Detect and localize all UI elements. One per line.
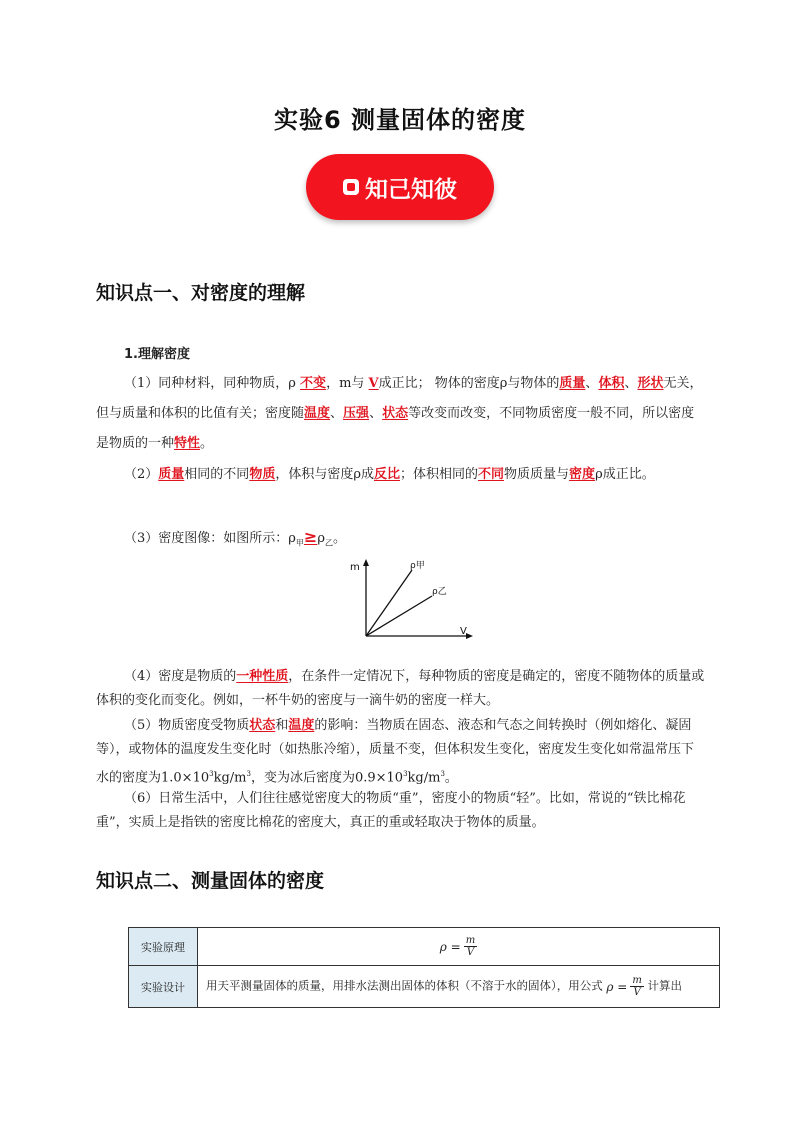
paragraph-1: （1）同种材料，同种物质，ρ 不变，m与 V成正比； 物体的密度ρ与物体的质量、体积、形状无关，但与质量和体积的比值有关；密度随温度、压强、状态等改变而改变，不同物质密度一般不同，所以密度是物质的一种特性。 bbox=[96, 376, 703, 451]
line2-label: ρ乙 bbox=[432, 587, 447, 597]
y-axis-arrow bbox=[363, 559, 369, 566]
principle-label: 实验原理 bbox=[129, 928, 198, 966]
design-label: 实验设计 bbox=[129, 966, 198, 1008]
density-formula: ρ = $\frac{m}{V}$ bbox=[439, 935, 476, 958]
keyword: 压强 bbox=[343, 406, 370, 421]
sub-heading-understand-density: 1.理解密度 bbox=[124, 347, 190, 362]
density-graph bbox=[336, 556, 476, 642]
table-row bbox=[129, 928, 720, 966]
section-heading-1: 知识点一、对密度的理解 bbox=[96, 282, 306, 304]
keyword: 体积 bbox=[598, 376, 625, 391]
keyword: 反比 bbox=[373, 467, 400, 482]
know-yourself-badge bbox=[306, 154, 494, 220]
paragraph-6: （6）日常生活中，人们往往感觉密度大的物质“重”，密度小的物质“轻”。比如，常说的“铁比棉花重”，实质上是指铁的密度比棉花的密度大，真正的重或轻取决于物体的质量。 bbox=[96, 791, 686, 830]
x-axis-label: V bbox=[460, 626, 467, 637]
experiment-table bbox=[128, 927, 720, 1008]
keyword: ≥ bbox=[303, 527, 318, 546]
keyword: 温度 bbox=[288, 718, 315, 733]
paragraph-3: （3）密度图像：如图所示：$\rho_甲\ge\rho_乙$。 bbox=[124, 527, 346, 548]
keyword: 密度 bbox=[569, 467, 596, 482]
keyword: 温度 bbox=[304, 406, 331, 421]
x-axis-arrow bbox=[466, 633, 473, 639]
section-heading-2: 知识点二、测量固体的密度 bbox=[96, 870, 325, 892]
keyword: 不同 bbox=[478, 467, 505, 482]
line-rho-jia bbox=[366, 570, 412, 636]
page-title: 实验6 测量固体的密度 bbox=[273, 106, 527, 134]
badge-icon bbox=[343, 179, 359, 195]
keyword: 质量 bbox=[158, 467, 185, 482]
paragraph-4: （4）密度是物质的一种性质，在条件一定情况下，每种物质的密度是确定的，密度不随物体的质量或体积的变化而变化。例如，一杯牛奶的密度与一滴牛奶的密度一样大。 bbox=[96, 669, 705, 708]
keyword: 状态 bbox=[382, 406, 409, 421]
badge-label: 知己知彼 bbox=[365, 176, 457, 203]
line-rho-yi bbox=[366, 596, 432, 636]
y-axis-label: m bbox=[350, 562, 360, 573]
design-cell: 用天平测量固体的质量，用排水法测出固体的体积（不溶于水的固体），用公式 ρ = $\frac{m}{V}$ 计算出 bbox=[198, 966, 720, 1008]
keyword: 质量 bbox=[559, 376, 586, 391]
principle-cell bbox=[198, 928, 720, 966]
keyword: V bbox=[368, 376, 379, 391]
density-formula-inline: ρ = $\frac{m}{V}$ bbox=[606, 975, 642, 998]
paragraph-5: （5）物质密度受物质状态和温度的影响：当物质在固态、液态和气态之间转换时（例如熔化、凝固等），或物体的温度发生变化时（如热胀冷缩），质量不变，但体积发生变化，密度发生变化如常温常压下水的密度为$1.0\times 10^3kg/m^3$，变为冰后密度为$0.9\times 10^3kg/m^3$。 bbox=[96, 718, 695, 786]
keyword: 形状 bbox=[637, 376, 664, 391]
keyword: 物质 bbox=[249, 467, 276, 482]
line1-label: ρ甲 bbox=[410, 561, 425, 571]
keyword: 不变 bbox=[300, 376, 327, 391]
keyword: 特性 bbox=[174, 436, 201, 451]
keyword: 状态 bbox=[249, 718, 276, 733]
keyword: 一种性质 bbox=[236, 669, 289, 684]
table-row bbox=[129, 966, 720, 1008]
paragraph-2: （2）质量相同的不同物质，体积与密度ρ成反比；体积相同的不同物质质量与密度ρ成正比。 bbox=[124, 467, 655, 482]
